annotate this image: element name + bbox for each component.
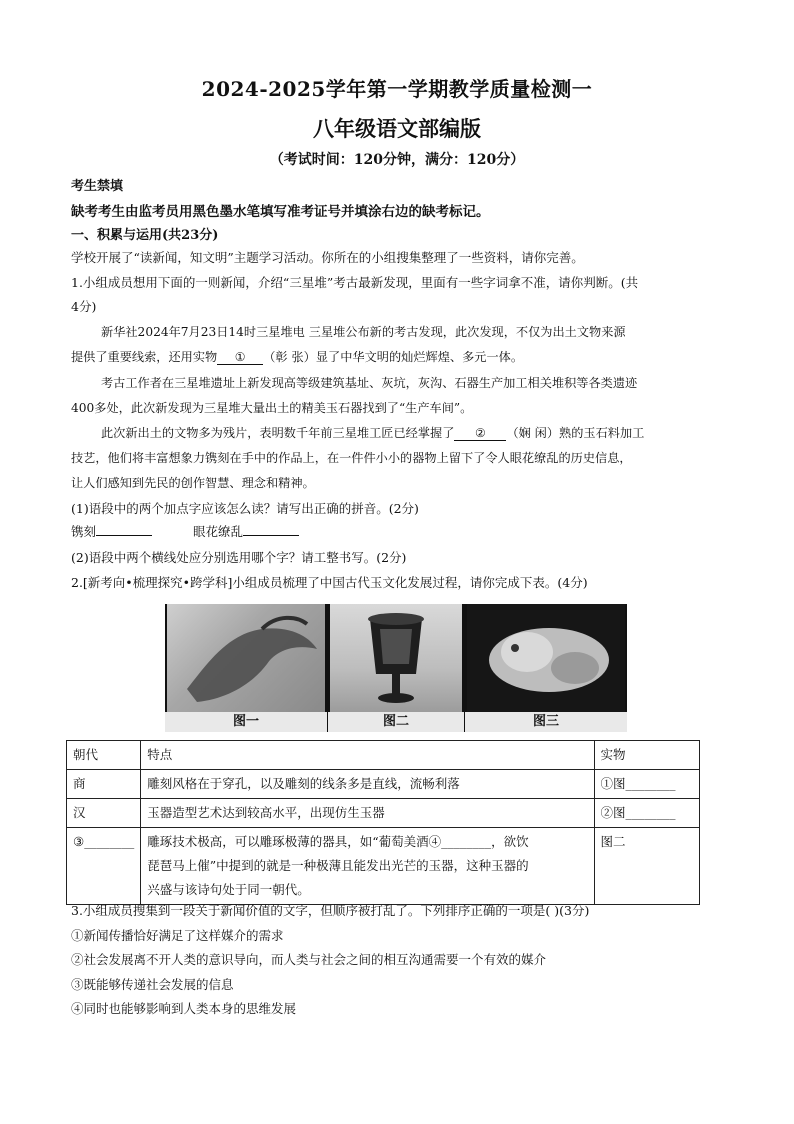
q1-sub1-word2 bbox=[193, 522, 299, 540]
figure-2-caption: 图二 bbox=[328, 712, 464, 732]
cell-dynasty: 商 bbox=[67, 770, 141, 799]
q1-sub1: (1)语段中的两个加点字应该怎么读？请写出正确的拼音。(2分) bbox=[71, 501, 419, 516]
news-p3-line3: 让人们感知到先民的创作智慧、理念和精神。 bbox=[71, 476, 315, 490]
jade-figure-strip bbox=[165, 604, 627, 732]
figure-2-image bbox=[330, 604, 462, 712]
news-p2-line2: 400多处，此次新发现为三星堆大量出土的精美玉石器找到了“生产车间”。 bbox=[71, 401, 473, 415]
table-row bbox=[67, 799, 700, 828]
exam-info: （考试时间：120分钟，满分：120分） bbox=[269, 152, 525, 168]
exam-subtitle: 八年级语文部编版 bbox=[313, 116, 481, 141]
header-dynasty: 朝代 bbox=[67, 741, 141, 770]
cell-feature: 玉器造型艺术达到较高水平，出现仿生玉器 bbox=[141, 799, 594, 828]
feature-line-3: 兴盛与该诗句处于同一朝代。 bbox=[147, 882, 310, 897]
cell-feature bbox=[141, 828, 594, 905]
q3-item-3: ③既能够传递社会发展的信息 bbox=[71, 977, 234, 992]
pinyin-blank-1[interactable] bbox=[96, 535, 152, 536]
feature-line-2: 琵琶马上催”中提到的就是一种极薄且能发出光芒的玉器，这种玉器的 bbox=[147, 858, 529, 873]
word-juanke: 镌刻 bbox=[71, 524, 97, 539]
section-heading: 一、积累与运用(共23分) bbox=[71, 228, 219, 243]
q2-stem: 2.[新考向•梳理探究•跨学科]小组成员梳理了中国古代玉文化发展过程，请你完成下表。(4分) bbox=[71, 575, 588, 590]
q3-item-2: ②社会发展离不开人类的意识导向，而人类与社会之间的相互沟通需要一个有效的媒介 bbox=[71, 952, 547, 967]
notice-heading: 考生禁填 bbox=[71, 179, 124, 194]
figure-3-caption: 图三 bbox=[465, 712, 627, 732]
figure-1-caption: 图一 bbox=[165, 712, 327, 732]
header-item: 实物 bbox=[594, 741, 699, 770]
pinyin-blank-2[interactable] bbox=[243, 535, 299, 536]
figure-1-image bbox=[167, 604, 325, 712]
blank-1: ① bbox=[217, 350, 263, 365]
notice-text: 缺考考生由监考员用黑色墨水笔填写准考证号并填涂右边的缺考标记。 bbox=[71, 204, 490, 220]
table-row bbox=[67, 828, 700, 905]
cell-item[interactable]: ②图________ bbox=[594, 799, 699, 828]
q3-stem: 3.小组成员搜集到一段关于新闻价值的文字，但顺序被打乱了。下列排序正确的一项是( )(3分) bbox=[71, 903, 590, 918]
cell-item[interactable]: ①图________ bbox=[594, 770, 699, 799]
header-feature: 特点 bbox=[141, 741, 594, 770]
q1-sub1-word1 bbox=[71, 522, 152, 540]
news-p1-line2-a: 提供了重要线索，还用实物 bbox=[71, 350, 218, 364]
feature-line-1: 雕琢技术极高，可以雕琢极薄的器具，如“葡萄美酒④________，欲饮 bbox=[147, 834, 529, 849]
jade-culture-table bbox=[66, 740, 700, 905]
news-p1-line2 bbox=[71, 348, 523, 365]
table-row bbox=[67, 770, 700, 799]
q3-item-1: ①新闻传播恰好满足了这样媒介的需求 bbox=[71, 928, 284, 943]
cell-feature: 雕刻风格在于穿孔，以及雕刻的线条多是直线，流畅利落 bbox=[141, 770, 594, 799]
cell-dynasty: 汉 bbox=[67, 799, 141, 828]
q1-sub2: (2)语段中两个横线处应分别选用哪个字？请工整书写。(2分) bbox=[71, 550, 407, 565]
news-p3-line1-b: （娴 闲）熟的玉石料加工 bbox=[506, 426, 645, 440]
news-p3-line2: 技艺，他们将丰富想象力镌刻在手中的作品上，在一件件小小的器物上留下了令人眼花缭乱的历史信息， bbox=[71, 451, 632, 465]
word-yanhualiaoluan: 眼花缭乱 bbox=[193, 524, 244, 539]
cell-dynasty[interactable]: ③________ bbox=[67, 828, 141, 905]
q1-stem-line2: 4分) bbox=[71, 299, 97, 314]
blank-2: ② bbox=[454, 426, 506, 441]
news-p1-line2-b: （彰 张）显了中华文明的灿烂辉煌、多元一体。 bbox=[263, 350, 524, 364]
news-p1-line1: 新华社2024年7月23日14时三星堆电 三星堆公布新的考古发现，此次发现，不仅为出土文物来源 bbox=[101, 325, 626, 339]
section-intro: 学校开展了“读新闻，知文明”主题学习活动。你所在的小组搜集整理了一些资料，请你完善。 bbox=[71, 250, 584, 265]
q1-stem-line1: 1.小组成员想用下面的一则新闻，介绍“三星堆”考古最新发现，里面有一些字词拿不准，请你判断。(共 bbox=[71, 275, 639, 290]
exam-title: 2024-2025学年第一学期教学质量检测一 bbox=[201, 77, 593, 101]
q3-item-4: ④同时也能够影响到人类本身的思维发展 bbox=[71, 1001, 297, 1016]
news-p3-line1-a: 此次新出土的文物多为残片，表明数千年前三星堆工匠已经掌握了 bbox=[101, 426, 455, 440]
cell-item: 图二 bbox=[594, 828, 699, 905]
table-header-row bbox=[67, 741, 700, 770]
news-p3-line1 bbox=[101, 424, 644, 441]
figure-3-image bbox=[467, 604, 625, 712]
news-p2-line1: 考古工作者在三星堆遗址上新发现高等级建筑基址、灰坑，灰沟、石器生产加工相关堆积等各类遗迹 bbox=[101, 376, 638, 390]
